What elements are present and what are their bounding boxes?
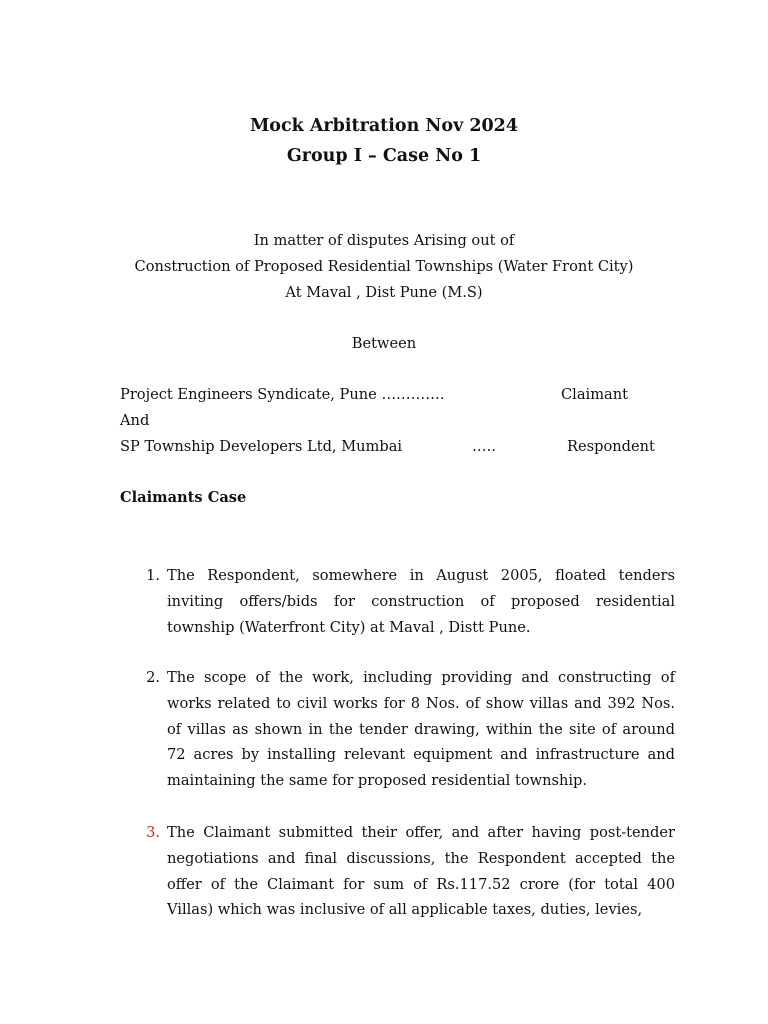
between-label: Between [351,335,417,352]
paragraph-number: 3. [146,824,160,841]
section-heading: Claimants Case [120,489,247,506]
respondent-role: Respondent [567,438,655,455]
document-title: Mock Arbitration Nov 2024 [249,116,519,136]
paragraph-text: The scope of the work, including providing and constructing of works related to civil works for 8 Nos. of show villas and 392 Nos. of villas as shown in the tender drawing, within the site of around 72 acres by installing relevant equipment and infrastructure and maintaining the same for proposed residential township. [167,669,675,790]
matter-line-1: In matter of disputes Arising out of [253,232,515,249]
and-label: And [120,412,150,429]
claimant-role: Claimant [561,386,629,403]
paragraph-text: The Claimant submitted their offer, and after having post-tender negotiations and final discussions, the Respondent accepted the offer of the Claimant for sum of Rs.117.52 crore (for total 400 Villas) which was inclusive of all applicable taxes, duties, levies, [167,824,675,919]
case-title: Group I – Case No 1 [286,146,482,166]
claimant-name: Project Engineers Syndicate, Pune …………. [120,386,445,403]
matter-line-2: Construction of Proposed Residential Townships (Water Front City) [134,258,634,275]
paragraph-text: The Respondent, somewhere in August 2005, floated tenders inviting offers/bids for construction of proposed residential township (Waterfront City) at Maval , Distt Pune. [167,567,675,636]
matter-line-3: At Maval , Dist Pune (M.S) [285,284,483,301]
paragraph-number: 2. [146,669,160,686]
respondent-name: SP Township Developers Ltd, Mumbai [120,438,403,455]
paragraph-number: 1. [146,567,160,584]
respondent-dots: ….. [472,438,496,455]
